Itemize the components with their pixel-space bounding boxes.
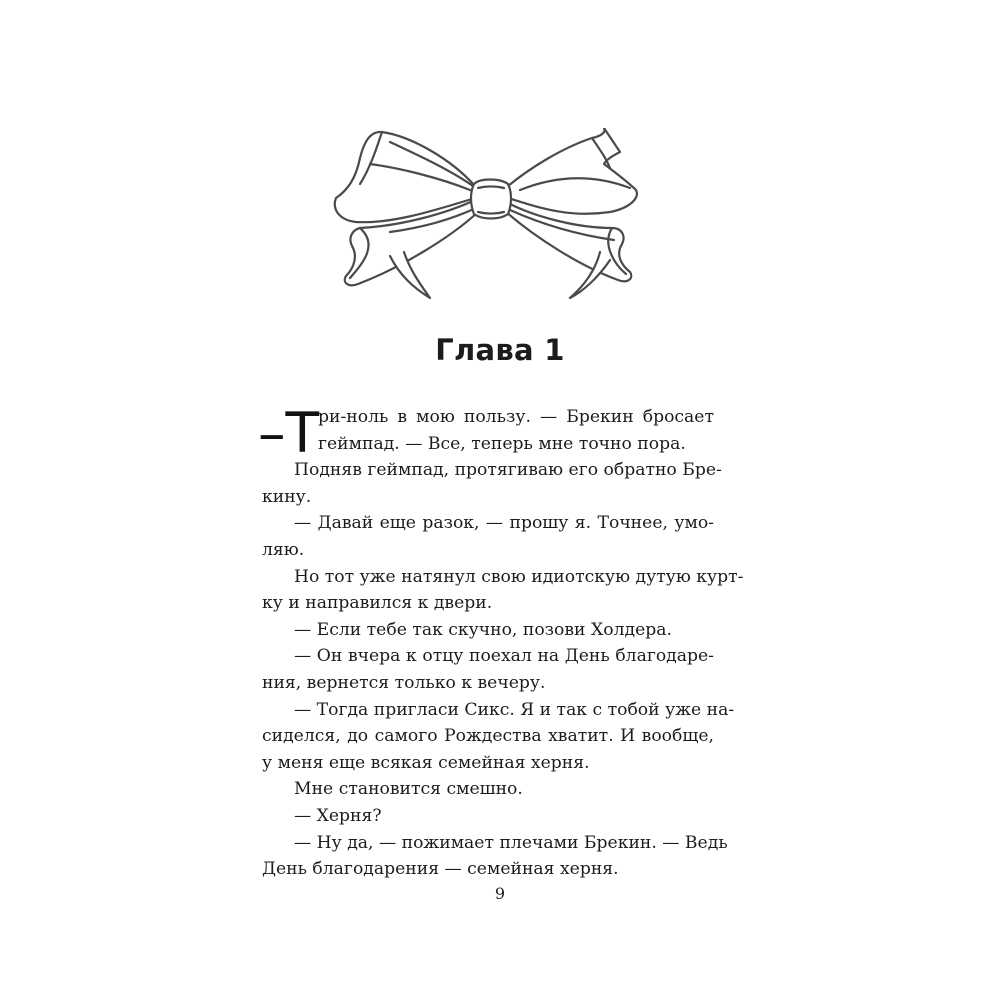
drop-cap: –Т xyxy=(258,401,320,465)
text-line: — Если тебе так скучно, позови Холдера. xyxy=(294,619,672,640)
text-line: кину. xyxy=(262,486,312,507)
text-line: — Тогда пригласи Сикс. Я и так с тобой уже на- xyxy=(294,699,735,720)
chapter-body xyxy=(258,401,744,883)
text-line: — Давай еще разок, — прошу я. Точнее, умо- xyxy=(294,513,714,534)
page-number: 9 xyxy=(494,884,506,903)
chapter-title: Глава 1 xyxy=(435,333,565,367)
text-line: Мне становится смешно. xyxy=(294,779,523,800)
ribbon-bow-icon xyxy=(330,128,645,300)
text-line: ри-ноль в мою пользу. — Брекин бросает xyxy=(318,407,714,427)
text-line: у меня еще всякая семейная херня. xyxy=(262,752,590,773)
text-line: — Херня? xyxy=(294,805,382,826)
text-line: сиделся, до самого Рождества хватит. И вообще, xyxy=(262,726,714,747)
text-line: Подняв геймпад, протягиваю его обратно Бре- xyxy=(294,460,722,481)
text-line: День благодарения — семейная херня. xyxy=(262,859,619,880)
text-line: геймпад. — Все, теперь мне точно пора. xyxy=(318,433,686,454)
text-line: Но тот уже натянул свою идиотскую дутую курт- xyxy=(294,566,744,587)
text-line: — Ну да, — пожимает плечами Брекин. — Ведь xyxy=(294,832,728,853)
text-line: ния, вернется только к вечеру. xyxy=(262,672,546,693)
text-line: ку и направился к двери. xyxy=(262,593,493,614)
text-line: — Он вчера к отцу поехал на День благодаре- xyxy=(294,646,714,667)
text-line: ляю. xyxy=(262,539,305,560)
